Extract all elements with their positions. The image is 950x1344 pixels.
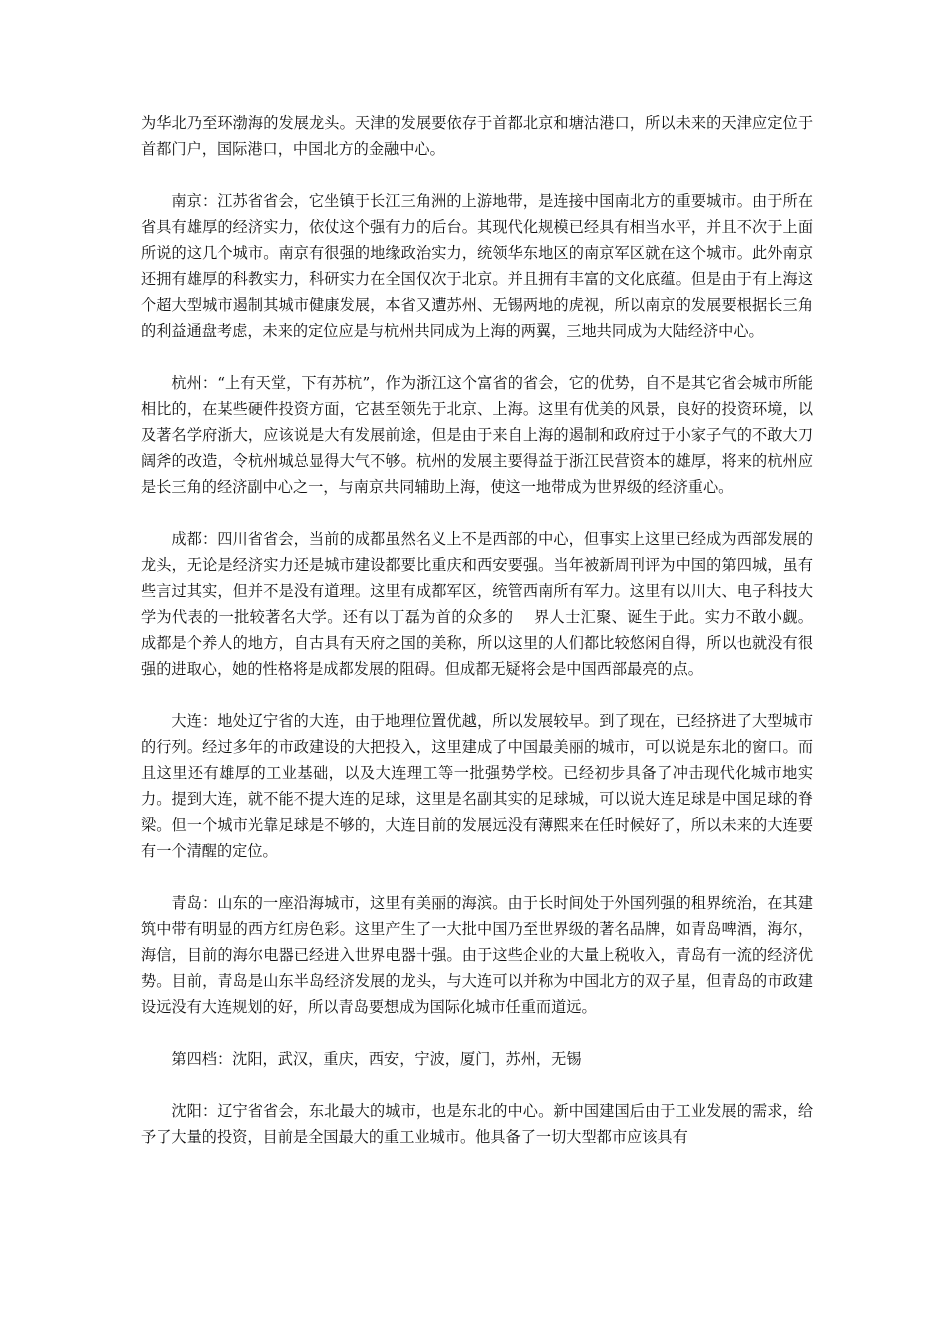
paragraph-chengdu: 成都：四川省省会，当前的成都虽然名义上不是西部的中心，但事实上这里已经成为西部发展的龙头，无论是经济实力还是城市建设都要比重庆和西安要强。当年被新周刊评为中国的第四城，虽有些言过其实，但并不是没有道理。这里有成都军区，统管西南所有军力。这里有以川大、电子科技大学为代表的一批较著名大学。还有以丁磊为首的众多的 界人士汇聚、诞生于此。实力不敢小觑。成都是个养人的地方，自古具有天府之国的美称，所以这里的人们都比较悠闲自得，所以也就没有很强的进取心，她的性格将是成都发展的阻碍。但成都无疑将会是中国西部最亮的点。: [141, 530, 813, 678]
paragraph-tier-four-heading: 第四档：沈阳，武汉，重庆，西安，宁波，厦门，苏州，无锡: [171, 1050, 582, 1068]
paragraph-tianjin-continued: 为华北乃至环渤海的发展龙头。天津的发展要依存于首都北京和塘沽港口，所以未来的天津应定位于首都门户，国际港口，中国北方的金融中心。: [141, 114, 813, 158]
paragraph-hangzhou: 杭州：“上有天堂，下有苏杭”，作为浙江这个富省的省会，它的优势，自不是其它省会城市所能相比的，在某些硬件投资方面，它甚至领先于北京、上海。这里有优美的风景，良好的投资环境，以及著名学府浙大，应该说是大有发展前途，但是由于来自上海的遏制和政府过于小家子气的不敢大刀阔斧的改造，令杭州城总显得大气不够。杭州的发展主要得益于浙江民营资本的雄厚，将来的杭州应是长三角的经济副中心之一，与南京共同辅助上海，使这一地带成为世界级的经济重心。: [141, 374, 813, 496]
paragraph-qingdao: 青岛：山东的一座沿海城市，这里有美丽的海滨。由于长时间处于外国列强的租界统治，在其建筑中带有明显的西方红房色彩。这里产生了一大批中国乃至世界级的著名品牌，如青岛啤酒，海尔，海信，目前的海尔电器已经进入世界电器十强。由于这些企业的大量上税收入，青岛有一流的经济优势。目前，青岛是山东半岛经济发展的龙头，与大连可以并称为中国北方的双子星，但青岛的市政建设远没有大连规划的好，所以青岛要想成为国际化城市任重而道远。: [141, 894, 813, 1016]
paragraph-nanjing: 南京：江苏省省会，它坐镇于长江三角洲的上游地带，是连接中国南北方的重要城市。由于所在省具有雄厚的经济实力，依仗这个强有力的后台。其现代化规模已经具有相当水平，并且不次于上面所说的这几个城市。南京有很强的地缘政治实力，统领华东地区的南京军区就在这个城市。此外南京还拥有雄厚的科教实力，科研实力在全国仅次于北京。并且拥有丰富的文化底蕴。但是由于有上海这个超大型城市遏制其城市健康发展，本省又遭苏州、无锡两地的虎视，所以南京的发展要根据长三角的利益通盘考虑，未来的定位应是与杭州共同成为上海的两翼，三地共同成为大陆经济中心。: [141, 192, 813, 340]
paragraph-shenyang: 沈阳：辽宁省省会，东北最大的城市，也是东北的中心。新中国建国后由于工业发展的需求，给予了大量的投资，目前是全国最大的重工业城市。他具备了一切大型都市应该具有: [141, 1102, 813, 1146]
paragraph-dalian: 大连：地处辽宁省的大连，由于地理位置优越，所以发展较早。到了现在，已经挤进了大型城市的行列。经过多年的市政建设的大把投入，这里建成了中国最美丽的城市，可以说是东北的窗口。而且这里还有雄厚的工业基础，以及大连理工等一批强势学校。已经初步具备了冲击现代化城市地实力。提到大连，就不能不提大连的足球，这里是名副其实的足球城，可以说大连足球是中国足球的脊梁。但一个城市光靠足球是不够的，大连目前的发展远没有薄熙来在任时候好了，所以未来的大连要有一个清醒的定位。: [141, 712, 813, 860]
document-page: [141, 110, 813, 1176]
